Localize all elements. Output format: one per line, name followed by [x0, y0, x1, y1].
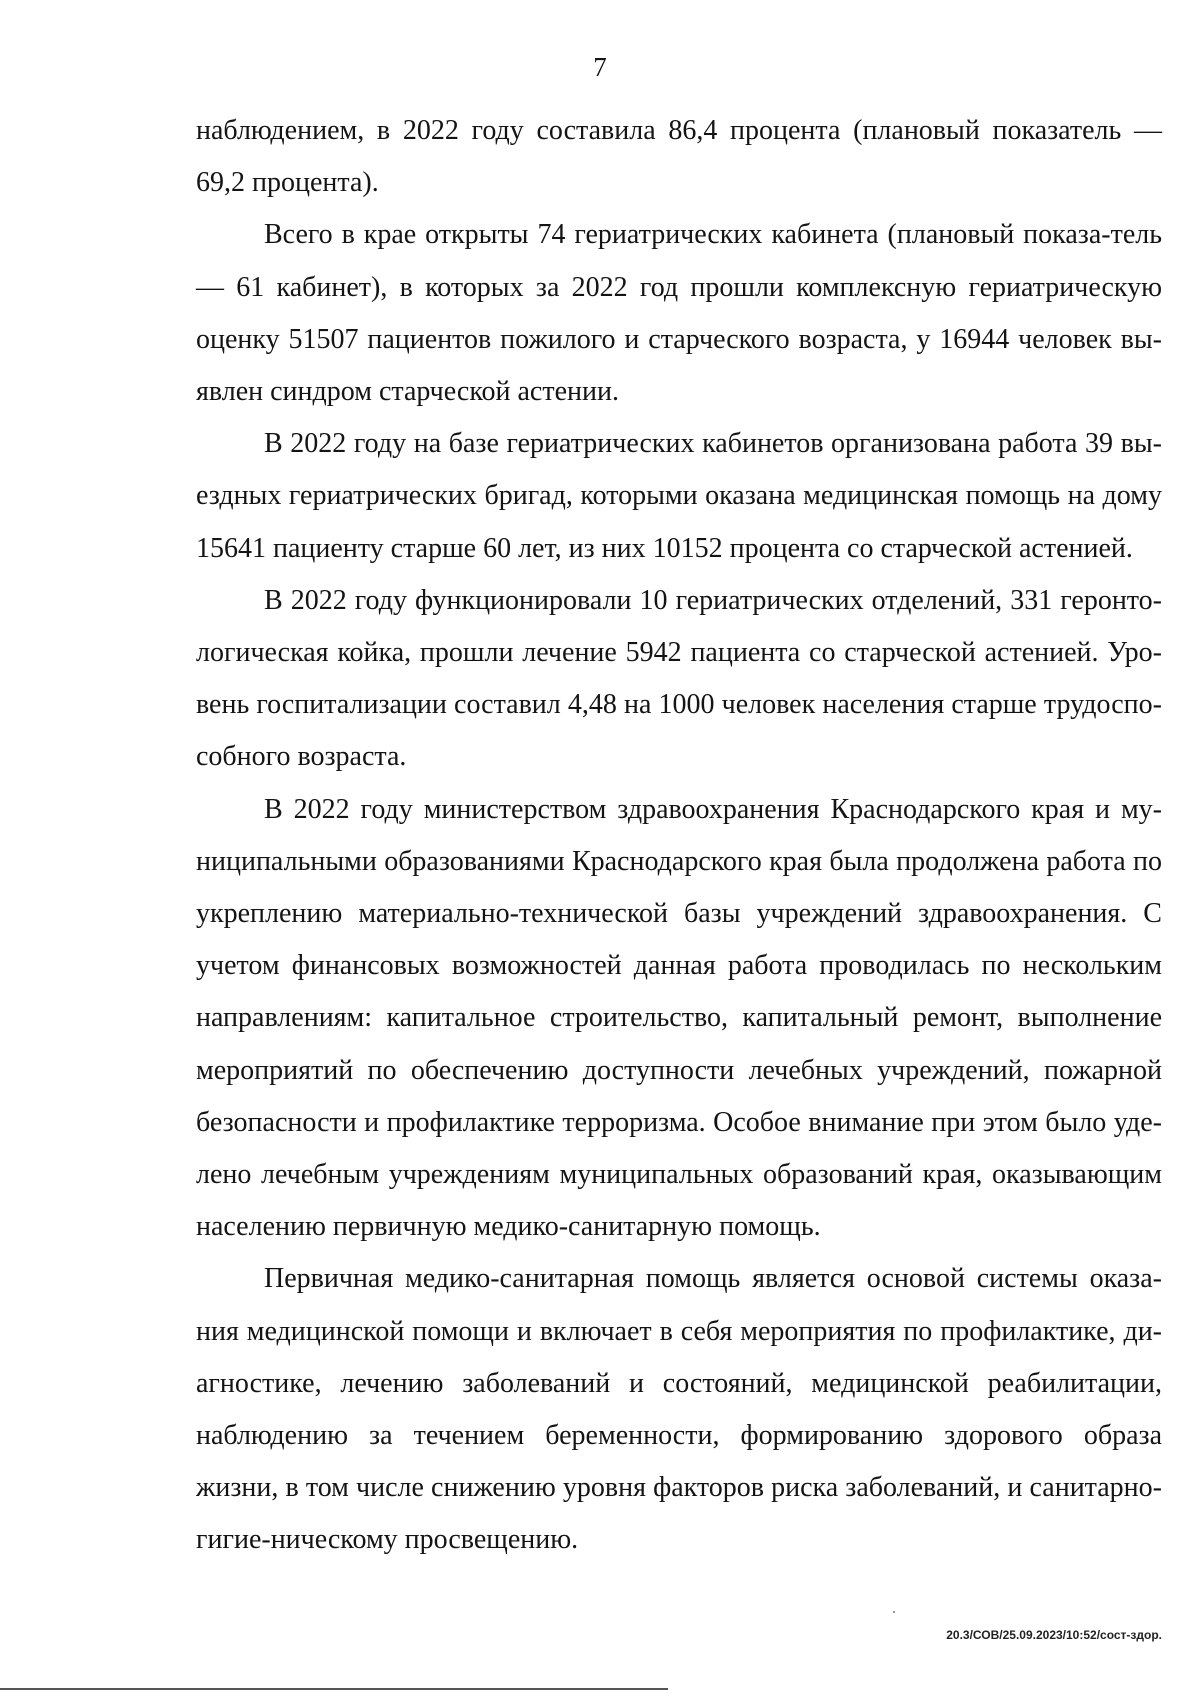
paragraph-continuation: наблюдением, в 2022 году составила 86,4 процента (плановый показатель — 69,2 процента). [196, 115, 1162, 199]
scan-artifact [893, 1611, 895, 1613]
footer-document-code: 20.3/СОВ/25.09.2023/10:52/сост-здор. [946, 1628, 1162, 1642]
paragraph-material-base: В 2022 году министерством здравоохранения Краснодарского края и му-ниципальными образованиями Краснодарского края была продолжена работа по укреплению материально-технической базы учреждений здравоохранения. С учетом финансовых возможностей данная работа проводилась по нескольким направлениям: капитальное строительство, капитальный ремонт, выполнение мероприятий по обеспечению доступности лечебных учреждений, пожарной безопасности и профилактике терроризма. Особое внимание при этом было уде-лено лечебным учреждениям муниципальных образований края, оказывающим населению первичную медико-санитарную помощь. [196, 793, 1162, 1243]
paragraph-geriatric-offices: Всего в крае открыты 74 гериатрических кабинета (плановый показа-тель — 61 кабинет), в которых за 2022 год прошли комплексную гериатрическую оценку 51507 пациентов пожилого и старческого возраста, у 16944 человек вы-явлен синдром старческой астении. [196, 219, 1162, 408]
document-body [196, 105, 1162, 1567]
page-number: 7 [593, 52, 607, 82]
paragraph-geriatric-departments: В 2022 году функционировали 10 гериатрических отделений, 331 геронто-логическая койка, прошли лечение 5942 пациента со старческой астенией. Уро-вень госпитализации составил 4,48 на 1000 человек населения старше трудоспо-собного возраста. [196, 584, 1162, 773]
paragraph-primary-care: Первичная медико-санитарная помощь является основой системы оказа-ния медицинской помощи и включает в себя мероприятия по профилактике, ди-агностике, лечению заболеваний и состояний, медицинской реабилитации, наблюдению за течением беременности, формированию здорового образа жизни, в том числе снижению уровня факторов риска заболеваний, и санитарно-гигие-ническому просвещению. [196, 1263, 1162, 1556]
paragraph-mobile-brigades: В 2022 году на базе гериатрических кабинетов организована работа 39 вы-ездных гериатрических бригад, которыми оказана медицинская помощь на дому 15641 пациенту старше 60 лет, из них 10152 процента со старческой астенией. [196, 428, 1162, 564]
scan-edge-line [0, 1688, 668, 1690]
